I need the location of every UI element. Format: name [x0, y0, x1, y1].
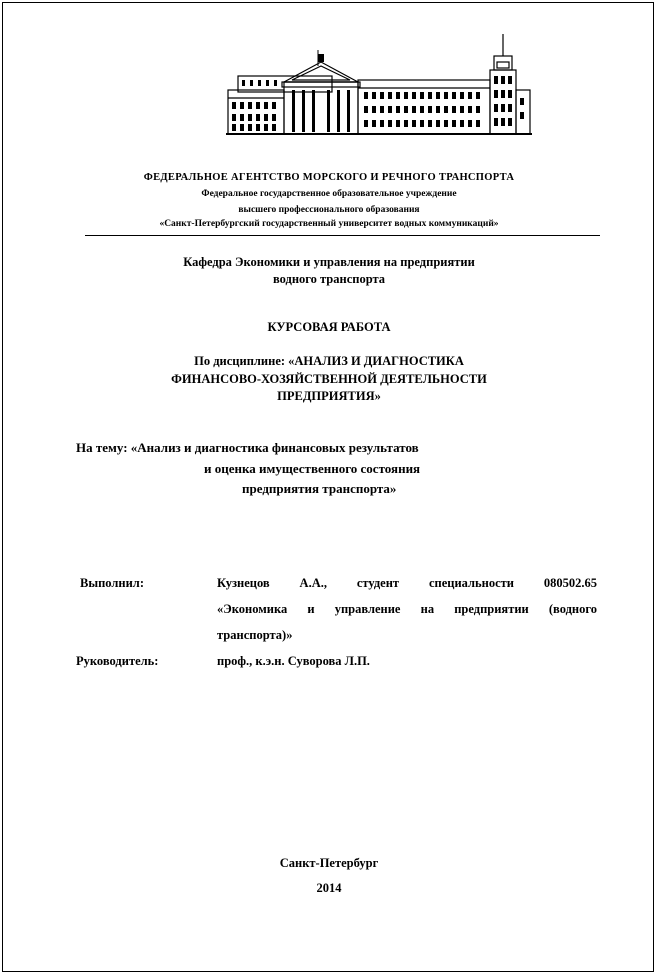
- header-divider: [85, 235, 600, 236]
- work-type-title: КУРСОВАЯ РАБОТА: [267, 320, 391, 334]
- discipline-line-3: ПРЕДПРИЯТИЯ»: [277, 389, 381, 403]
- topic-line-1: На тему: «Анализ и диагностика финансовых результатов: [76, 440, 419, 455]
- topic-line-3: предприятия транспорта»: [242, 481, 397, 496]
- supervisor-name: проф., к.э.н. Суворова Л.П.: [217, 654, 370, 668]
- university-name: «Санкт-Петербургский государственный университет водных коммуникаций»: [159, 219, 499, 229]
- city: Санкт-Петербург: [279, 856, 379, 870]
- department-line-2: водного транспорта: [272, 272, 386, 286]
- author-label: Выполнил:: [80, 576, 144, 590]
- department-line-1: Кафедра Экономики и управления на предприятии: [183, 255, 475, 269]
- year: 2014: [316, 881, 342, 895]
- supervisor-label: Руководитель:: [76, 654, 159, 668]
- agency-name: ФЕДЕРАЛЬНОЕ АГЕНТСТВО МОРСКОГО И РЕЧНОГО ТРАНСПОРТА: [143, 172, 515, 183]
- institution-type: Федеральное государственное образовательное учреждение: [201, 189, 457, 199]
- author-line-2: «Экономика и управление на предприятии (водного: [217, 602, 597, 616]
- topic-line-2: и оценка имущественного состояния: [204, 461, 421, 476]
- university-building-logo: [226, 32, 532, 138]
- author-line-3: транспорта)»: [217, 628, 293, 642]
- education-level: высшего профессионального образования: [238, 205, 420, 215]
- discipline-line-1: По дисциплине: «АНАЛИЗ И ДИАГНОСТИКА: [194, 354, 464, 368]
- author-line-1: Кузнецов А.А., студент специальности 080502.65: [217, 576, 597, 590]
- discipline-line-2: ФИНАНСОВО-ХОЗЯЙСТВЕННОЙ ДЕЯТЕЛЬНОСТИ: [171, 372, 487, 386]
